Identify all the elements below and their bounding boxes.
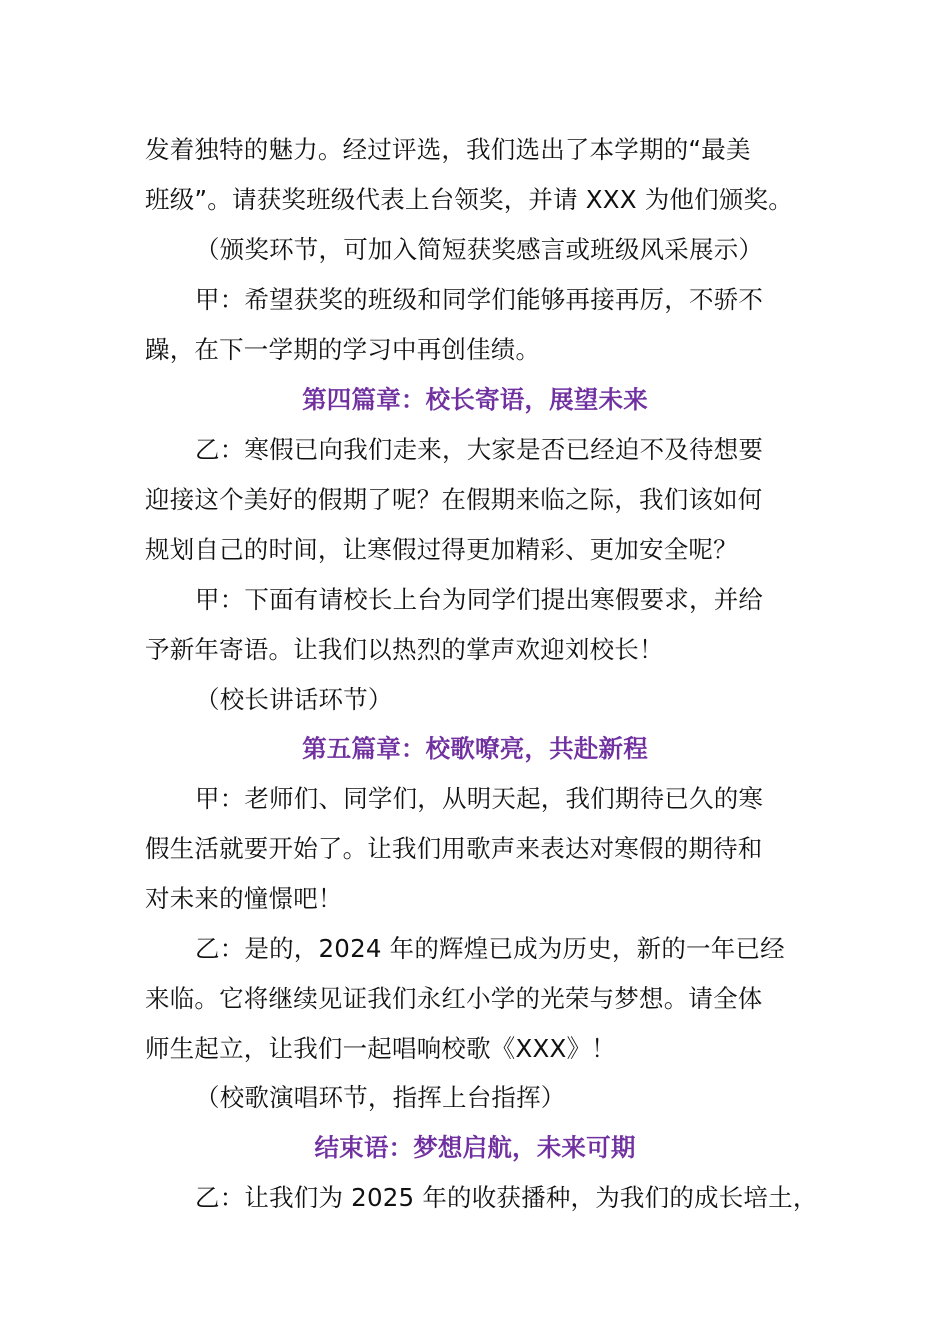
paragraph-line: 躁，在下一学期的学习中再创佳绩。: [145, 335, 541, 364]
paragraph-line: 乙：让我们为 2025 年的收获播种，为我们的成长培土，: [195, 1183, 818, 1212]
paragraph-line: 予新年寄语。让我们以热烈的掌声欢迎刘校长！: [145, 635, 664, 664]
paragraph-line: 迎接这个美好的假期了呢？在假期来临之际，我们该如何: [145, 485, 763, 514]
paragraph-line: 师生起立，让我们一起唱响校歌《XXX》！: [145, 1034, 616, 1063]
paragraph-line: 班级”。请获奖班级代表上台领奖，并请 XXX 为他们颁奖。: [145, 185, 793, 214]
paragraph-line: 对未来的憧憬吧！: [145, 884, 343, 913]
paragraph-line: 甲：老师们、同学们，从明天起，我们期待已久的寒: [195, 784, 764, 813]
paragraph-line: 规划自己的时间，让寒假过得更加精彩、更加安全呢？: [145, 535, 738, 564]
paragraph-line: 甲：希望获奖的班级和同学们能够再接再厉，不骄不: [195, 285, 764, 314]
section-heading: 结束语：梦想启航，未来可期: [314, 1133, 636, 1162]
paragraph-line: 来临。它将继续见证我们永红小学的光荣与梦想。请全体: [145, 984, 763, 1013]
section-heading: 第五篇章：校歌嘹亮，共赴新程: [302, 734, 648, 763]
section-heading: 第四篇章：校长寄语，展望未来: [302, 385, 648, 414]
stage-direction: （校长讲话环节）: [195, 685, 393, 714]
paragraph-line: 乙：是的，2024 年的辉煌已成为历史，新的一年已经: [195, 934, 785, 963]
paragraph-line: 甲：下面有请校长上台为同学们提出寒假要求，并给: [195, 585, 764, 614]
paragraph-line: 发着独特的魅力。经过评选，我们选出了本学期的“最美: [145, 135, 751, 164]
stage-direction: （校歌演唱环节，指挥上台指挥）: [195, 1083, 566, 1112]
paragraph-line: 假生活就要开始了。让我们用歌声来表达对寒假的期待和: [145, 834, 763, 863]
stage-direction: （颁奖环节，可加入简短获奖感言或班级风采展示）: [195, 235, 764, 264]
paragraph-line: 乙：寒假已向我们走来，大家是否已经迫不及待想要: [195, 435, 764, 464]
